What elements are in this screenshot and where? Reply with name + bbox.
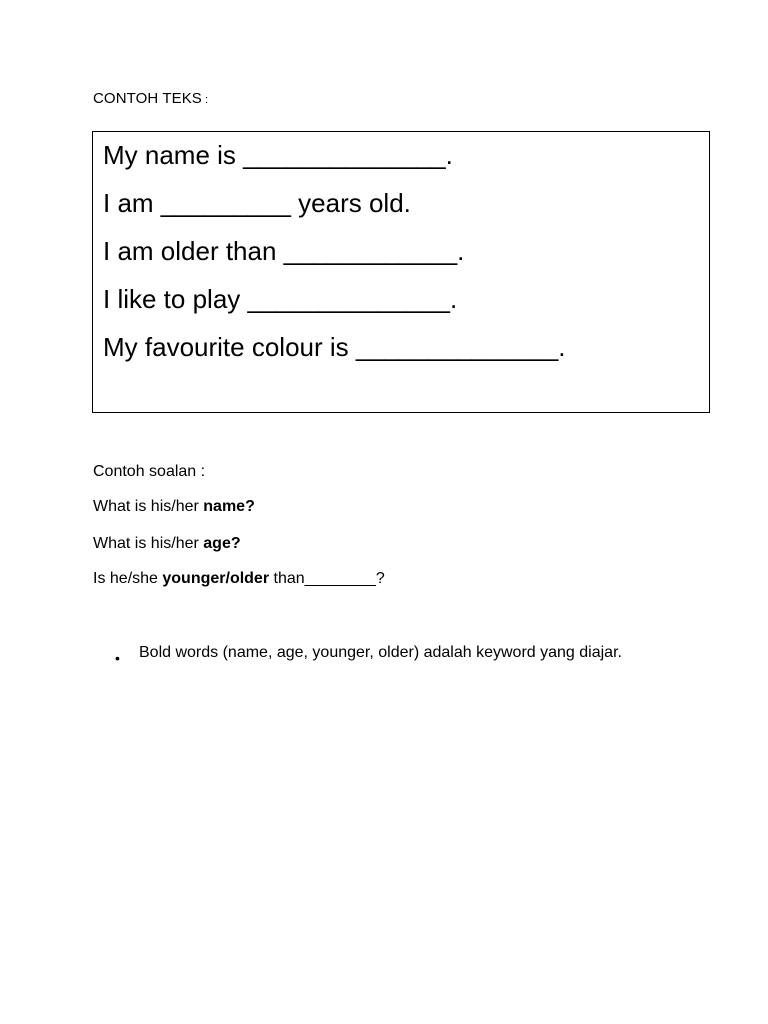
sample-line-older: I am older than ____________.	[103, 236, 465, 266]
note-item	[115, 640, 675, 666]
question-age-keyword: age?	[203, 535, 241, 552]
question-name	[93, 498, 255, 516]
sample-line-play: I like to play ______________.	[103, 284, 458, 314]
note-text: Bold words (name, age, younger, older) adalah keyword yang diajar.	[139, 644, 622, 661]
question-younger-older-keyword: younger/older	[162, 570, 270, 587]
sample-text-box	[92, 131, 710, 413]
heading-colon: :	[201, 94, 209, 106]
question-name-prefix: What is his/her	[93, 498, 204, 515]
question-younger-older-prefix: Is he/she	[93, 570, 163, 587]
sample-line-name: My name is ______________.	[103, 140, 453, 170]
sample-line-age: I am _________ years old.	[103, 188, 411, 218]
question-name-keyword: name?	[203, 498, 255, 515]
bullet-icon: •	[115, 650, 120, 666]
question-younger-older-suffix: than________?	[269, 570, 385, 587]
questions-label: Contoh soalan :	[93, 463, 206, 480]
document-heading	[93, 90, 208, 107]
heading-text: CONTOH TEKS	[93, 90, 202, 107]
question-age-prefix: What is his/her	[93, 535, 204, 552]
notes-list	[115, 640, 675, 666]
sample-line-colour: My favourite colour is ______________.	[103, 332, 566, 362]
question-age	[93, 535, 241, 553]
question-younger-older	[93, 570, 385, 588]
